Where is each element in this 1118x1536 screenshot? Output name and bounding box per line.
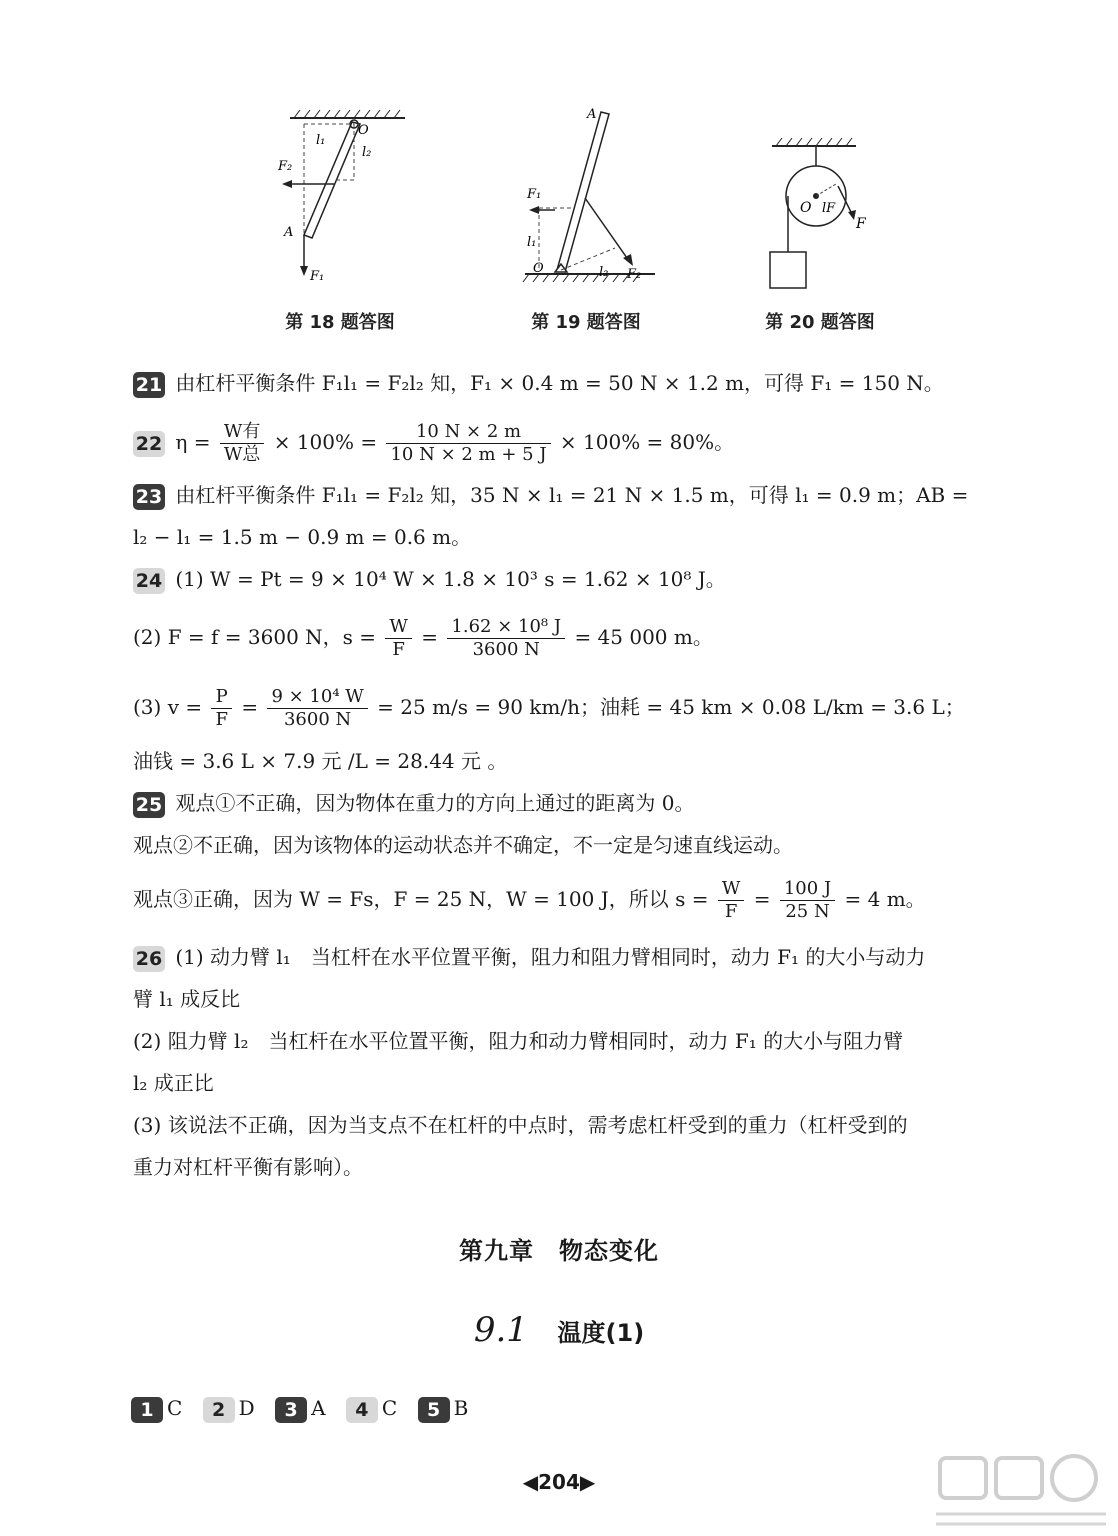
svg-text:F₁: F₁ [310,269,325,284]
svg-text:F₂: F₂ [627,267,642,282]
svg-text:F₂: F₂ [278,159,293,174]
answer-24-text-1: (1) W = Pt = 9 × 10⁴ W × 1.8 × 10³ s = 1.62 × 10⁸ J。 [175,567,726,591]
figure-20 [760,100,870,300]
fraction-distance: $\frac{\text{1.62 × 10⁸ J}}{3600 N}$ [447,616,565,661]
svg-text:l₂: l₂ [362,145,372,160]
question-badge-21: 21 [133,372,165,398]
svg-text:l₁: l₁ [316,133,326,148]
figure-20-caption: 第 20 题答图 [765,312,875,333]
svg-text:A: A [587,107,597,122]
question-badge-2: 2 [203,1397,235,1423]
choice-answer-4: 4 C [346,1396,397,1423]
answer-22 [133,418,1033,466]
fraction-w-useful-over-total: $\frac{\text{W有}}{\text{W总}}$ [220,421,265,466]
choice-answer-2: 2 D [203,1396,255,1423]
fraction-efficiency: $\frac{10 N \times 2 m}{10 N \times 2 m + 5 J}$ [386,421,550,466]
page-number: ◀204▶ [522,1470,596,1494]
answer-26-line-1 [133,942,1033,972]
fraction-w-over-f: $\frac{W}{F}$ [385,616,412,661]
answer-22-pre: η = [175,430,211,454]
svg-text:O: O [800,200,812,216]
section-number: 9.1 [473,1310,528,1350]
choice-answer-3: 3 A [275,1396,325,1423]
answer-25-text-1: 观点①不正确，因为物体在重力的方向上通过的距离为 0。 [175,791,695,815]
choice-answer-1: 1 C [131,1396,182,1423]
answer-21-text: 由杠杆平衡条件 F₁l₁ = F₂l₂ 知，F₁ × 0.4 m = 50 N × 1.2 m，可得 F₁ = 150 N。 [175,371,944,395]
answer-24-part-3-eq: = [241,695,259,719]
svg-text:lF: lF [822,201,836,216]
answer-21 [133,368,1033,398]
choice-answers [131,1396,482,1423]
answer-25-line-1 [133,788,1033,818]
watermark-logo-icon [930,1452,1110,1532]
chapter-title: 第九章 物态变化 [459,1237,659,1265]
question-badge-25: 25 [133,792,165,818]
answer-25-line-3 [133,874,1033,924]
answer-23-text-1: 由杠杆平衡条件 F₁l₁ = F₂l₂ 知，35 N × l₁ = 21 N × 1.5 m，可得 l₁ = 0.9 m；AB = [175,483,969,507]
answer-26-line-5: (3) 该说法不正确，因为当支点不在杠杆的中点时，需考虑杠杆受到的重力（杠杆受到的 [133,1113,908,1137]
question-badge-26: 26 [133,946,165,972]
answer-25-line-3-post: = 4 m。 [844,887,926,911]
question-badge-22: 22 [133,431,165,457]
answer-24-part-3-pre: (3) v = [133,695,203,719]
answer-25-line-3-pre: 观点③正确，因为 W = Fs，F = 25 N，W = 100 J，所以 s = [133,887,709,911]
question-badge-4: 4 [346,1397,378,1423]
answer-24-part-4: 油钱 = 3.6 L × 7.9 元 /L = 28.44 元 。 [133,749,508,773]
answer-23-line-1 [133,480,1033,510]
answer-23-line-2: l₂ − l₁ = 1.5 m − 0.9 m = 0.6 m。 [133,525,472,549]
answer-25-line-2: 观点②不正确，因为该物体的运动状态并不确定，不一定是匀速直线运动。 [133,833,793,857]
answer-24-part-2 [133,612,1033,662]
svg-text:F: F [856,216,866,232]
question-badge-23: 23 [133,484,165,510]
answer-26-line-6: 重力对杠杆平衡有影响）。 [133,1155,363,1179]
figure-18 [270,100,420,290]
answer-24-part-2-eq: = [421,625,439,649]
answer-22-post: × 100% = 80%。 [559,430,735,454]
answer-24-part-3 [133,682,1033,732]
fraction-distance-25: $\frac{100 J}{25 N}$ [780,878,835,923]
fraction-p-over-f: $\frac{P}{F}$ [211,686,232,731]
answer-26-line-4: l₂ 成正比 [133,1071,214,1095]
section-title [0,1310,1118,1350]
figure-18-caption: 第 18 题答图 [285,312,395,333]
question-badge-3: 3 [275,1397,307,1423]
fraction-w-over-f-25: $\frac{W}{F}$ [718,878,745,923]
figure-19-caption: 第 19 题答图 [531,312,641,333]
question-badge-24: 24 [133,568,165,594]
figure-19 [515,100,665,290]
answer-26-text-1: (1) 动力臂 l₁ 当杠杆在水平位置平衡，阻力和阻力臂相同时，动力 F₁ 的大小与动力 [175,945,926,969]
question-badge-1: 1 [131,1397,163,1423]
svg-text:l₂: l₂ [599,265,609,280]
svg-text:O: O [358,123,369,138]
svg-text:F₁: F₁ [527,187,542,202]
answer-24-part-3-post: = 25 m/s = 90 km/h；油耗 = 45 km × 0.08 L/km = 3.6 L； [377,695,965,719]
answer-26-line-2: 臂 l₁ 成反比 [133,987,241,1011]
svg-text:A: A [284,225,294,240]
section-name: 温度(1) [557,1319,645,1347]
answer-24-part-2-pre: (2) F = f = 3600 N，s = [133,625,377,649]
answer-24-part-1 [133,564,1033,594]
svg-text:l₁: l₁ [527,235,537,250]
svg-text:O: O [533,261,544,276]
answer-24-part-2-post: = 45 000 m。 [574,625,713,649]
answer-26-line-3: (2) 阻力臂 l₂ 当杠杆在水平位置平衡，阻力和动力臂相同时，动力 F₁ 的大小与阻力臂 [133,1029,904,1053]
choice-answer-5: 5 B [418,1396,469,1423]
answer-22-mid: × 100% = [273,430,378,454]
answer-25-line-3-eq: = [753,887,771,911]
fraction-speed: $\frac{\text{9 × 10⁴ W}}{3600 N}$ [267,686,367,731]
question-badge-5: 5 [418,1397,450,1423]
